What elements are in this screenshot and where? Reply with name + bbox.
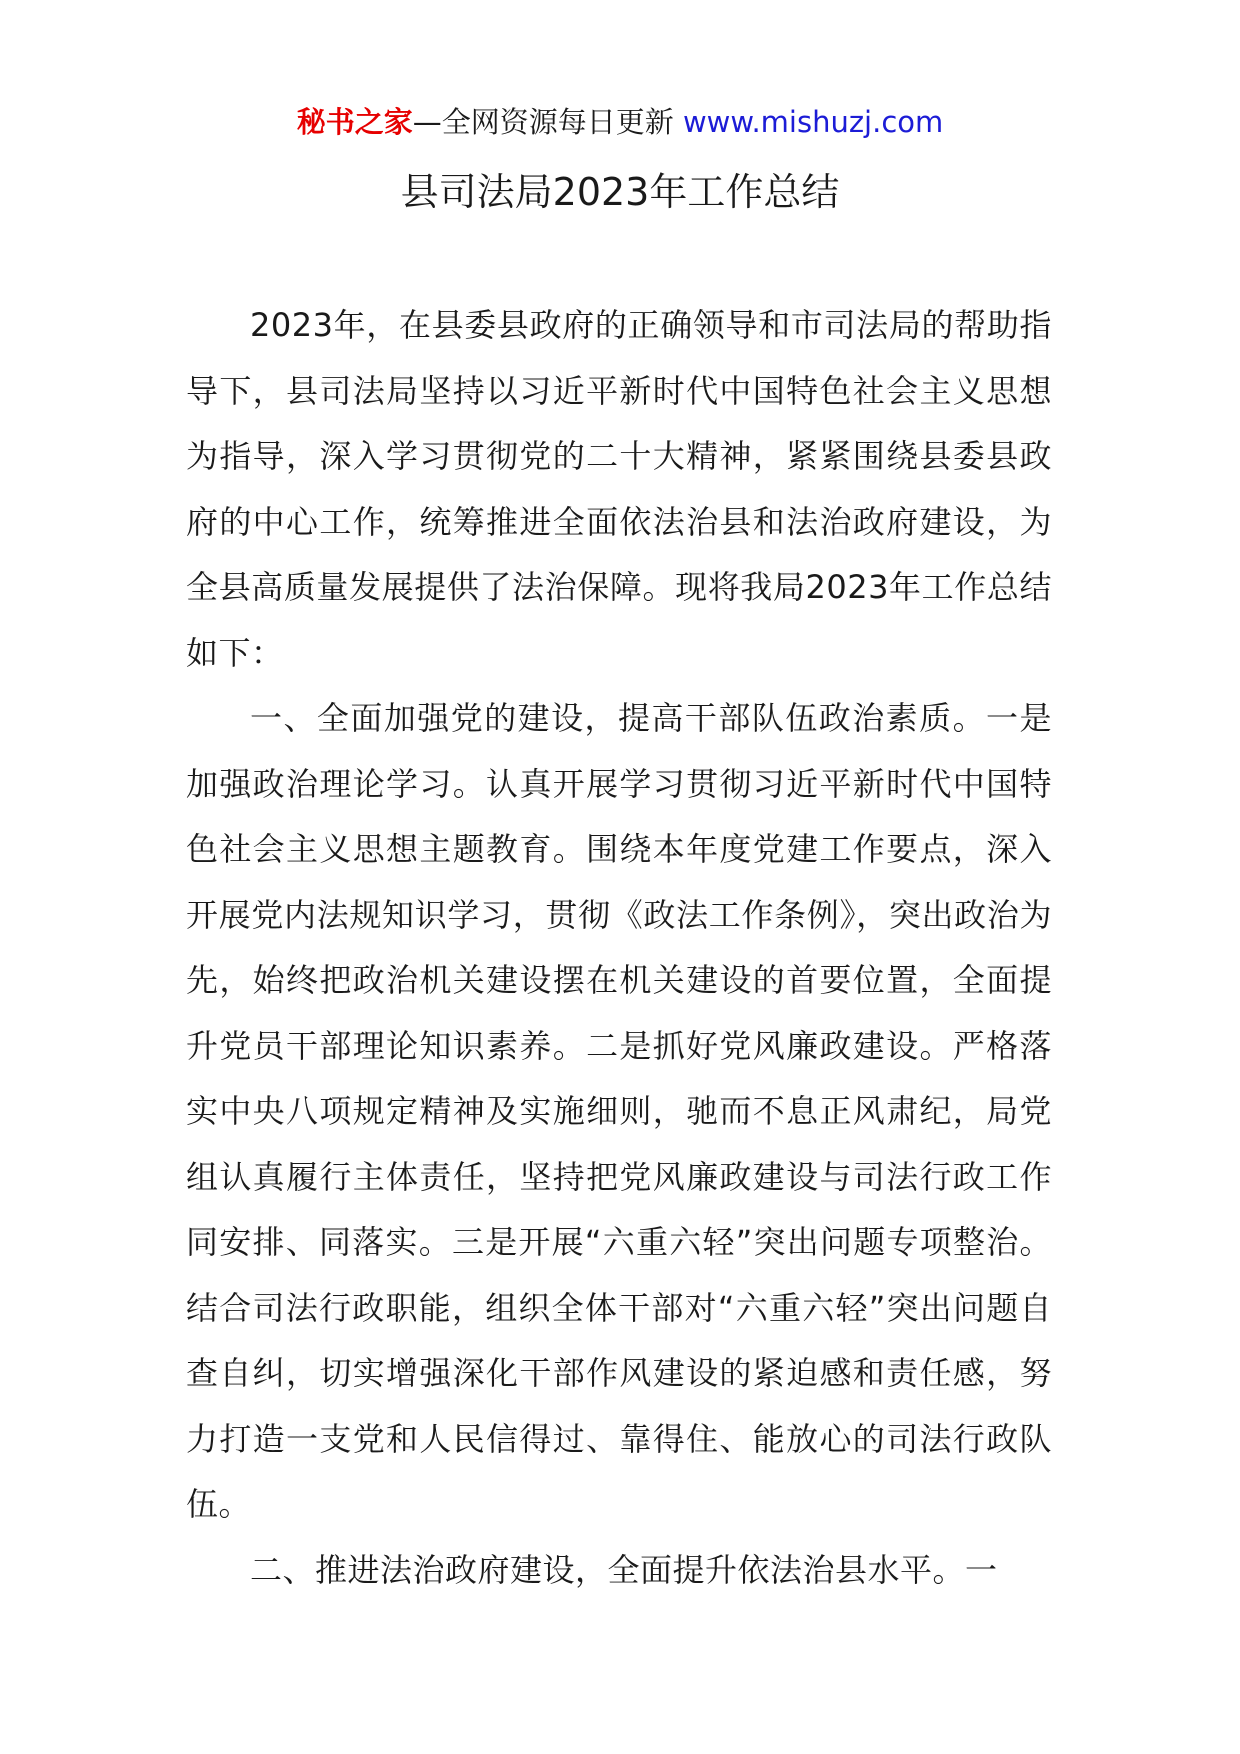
brand-name: 秘书之家 [296,105,413,139]
document-body [186,293,1052,1603]
site-banner [0,102,1240,142]
banner-tagline: —全网资源每日更新 [412,105,683,139]
site-url-link[interactable]: www.mishuzj.com [682,105,944,139]
paragraph-intro: 2023年，在县委县政府的正确领导和市司法局的帮助指导下，县司法局坚持以习近平新时代中国特色社会主义思想为指导，深入学习贯彻党的二十大精神，紧紧围绕县委县政府的中心工作，统筹推进全面依法治县和法治政府建设，为全县高质量发展提供了法治保障。现将我局2023年工作总结如下： [186,306,1052,672]
paragraph-section-1: 一、全面加强党的建设，提高干部队伍政治素质。一是加强政治理论学习。认真开展学习贯彻习近平新时代中国特色社会主义思想主题教育。围绕本年度党建工作要点，深入开展党内法规知识学习，贯彻《政法工作条例》，突出政治为先，始终把政治机关建设摆在机关建设的首要位置，全面提升党员干部理论知识素养。二是抓好党风廉政建设。严格落实中央八项规定精神及实施细则，驰而不息正风肃纪，局党组认真履行主体责任，坚持把党风廉政建设与司法行政工作同安排、同落实。三是开展“六重六轻”突出问题专项整治。结合司法行政职能，组织全体干部对“六重六轻”突出问题自查自纠，切实增强深化干部作风建设的紧迫感和责任感，努力打造一支党和人民信得过、靠得住、能放心的司法行政队伍。 [186,699,1052,1523]
document-title: 县司法局2023年工作总结 [400,170,840,214]
paragraph-section-2: 二、推进法治政府建设，全面提升依法治县水平。一 [250,1550,998,1589]
